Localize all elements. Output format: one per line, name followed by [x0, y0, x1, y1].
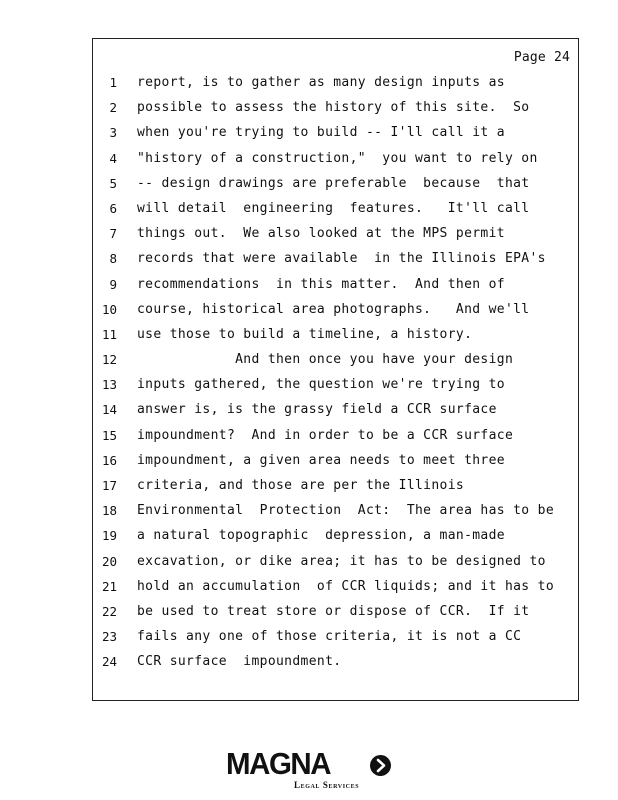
line-number: 8: [109, 251, 117, 267]
line-text: use those to build a timeline, a history.: [137, 326, 473, 342]
transcript-line: [93, 523, 578, 548]
transcript-lines: [93, 70, 578, 675]
transcript-line: [93, 146, 578, 171]
line-text: possible to assess the history of this site. So: [137, 100, 530, 116]
line-number: 2: [109, 100, 117, 116]
line-number: 12: [101, 352, 117, 368]
line-text: "history of a construction," you want to rely on: [137, 150, 538, 166]
transcript-line: [93, 473, 578, 498]
transcript-line: [93, 498, 578, 523]
transcript-line: [93, 599, 578, 624]
line-number: 3: [109, 125, 117, 141]
line-text: excavation, or dike area; it has to be designed to: [137, 553, 546, 569]
logo-wordmark: MAGNA: [226, 746, 331, 781]
transcript-line: [93, 649, 578, 674]
line-number: 22: [101, 603, 117, 619]
line-text: will detail engineering features. It'll call: [137, 200, 530, 216]
line-text: when you're trying to build -- I'll call it a: [137, 125, 505, 141]
transcript-line: [93, 297, 578, 322]
line-number: 24: [101, 654, 117, 670]
line-number: 11: [101, 326, 117, 342]
transcript-line: [93, 574, 578, 599]
line-number: 1: [109, 75, 117, 90]
transcript-line: [93, 95, 578, 120]
line-number: 7: [109, 226, 117, 242]
line-number: 21: [101, 578, 117, 594]
transcript-line: [93, 70, 578, 95]
line-number: 17: [101, 478, 117, 493]
line-number: 9: [109, 276, 117, 292]
line-text: And then once you have your design: [137, 352, 514, 368]
line-text: impoundment, a given area needs to meet three: [137, 452, 505, 468]
transcript-line: [93, 397, 578, 422]
line-text: Environmental Protection Act: The area has to be: [137, 503, 555, 519]
transcript-line: [93, 171, 578, 196]
transcript-line: [93, 448, 578, 473]
line-text: records that were available in the Illinois EPA's: [137, 251, 546, 267]
line-text: be used to treat store or dispose of CCR. If it: [137, 603, 530, 619]
line-text: CCR surface impoundment.: [137, 654, 342, 670]
transcript-line: [93, 549, 578, 574]
chevron-right-circle-icon: [370, 755, 391, 776]
transcript-line: [93, 372, 578, 397]
line-number: 18: [101, 503, 117, 519]
transcript-line: [93, 423, 578, 448]
line-text: recommendations in this matter. And then of: [137, 276, 505, 292]
line-text: impoundment? And in order to be a CCR surface: [137, 427, 514, 443]
magna-logo: [226, 748, 396, 792]
transcript-line: [93, 246, 578, 271]
line-number: 13: [101, 377, 117, 393]
line-number: 4: [109, 150, 117, 166]
line-text: inputs gathered, the question we're trying to: [137, 377, 505, 393]
transcript-page: [92, 38, 579, 701]
transcript-line: [93, 272, 578, 297]
line-text: a natural topographic depression, a man-made: [137, 528, 505, 544]
line-text: answer is, is the grassy field a CCR surface: [137, 402, 497, 418]
transcript-line: [93, 120, 578, 145]
line-number: 5: [109, 175, 117, 191]
line-text: fails any one of those criteria, it is not a CC: [137, 629, 522, 645]
logo-subtitle: Legal Services: [294, 780, 360, 790]
line-text: criteria, and those are per the Illinois: [137, 478, 465, 493]
transcript-line: [93, 221, 578, 246]
line-text: course, historical area photographs. And we'll: [137, 301, 530, 317]
transcript-line: [93, 347, 578, 372]
line-text: hold an accumulation of CCR liquids; and it has to: [137, 578, 555, 594]
line-number: 20: [101, 553, 117, 569]
line-text: things out. We also looked at the MPS permit: [137, 226, 505, 242]
line-number: 14: [101, 402, 117, 418]
transcript-line: [93, 196, 578, 221]
page-number: Page 24: [513, 50, 570, 65]
line-number: 10: [101, 301, 117, 317]
line-number: 19: [101, 528, 117, 544]
line-number: 16: [101, 452, 117, 468]
line-text: -- design drawings are preferable because that: [137, 175, 530, 191]
line-number: 15: [101, 427, 117, 443]
line-number: 23: [101, 629, 117, 645]
transcript-line: [93, 624, 578, 649]
transcript-line: [93, 322, 578, 347]
line-number: 6: [109, 200, 117, 216]
line-text: report, is to gather as many design inputs as: [137, 75, 505, 90]
